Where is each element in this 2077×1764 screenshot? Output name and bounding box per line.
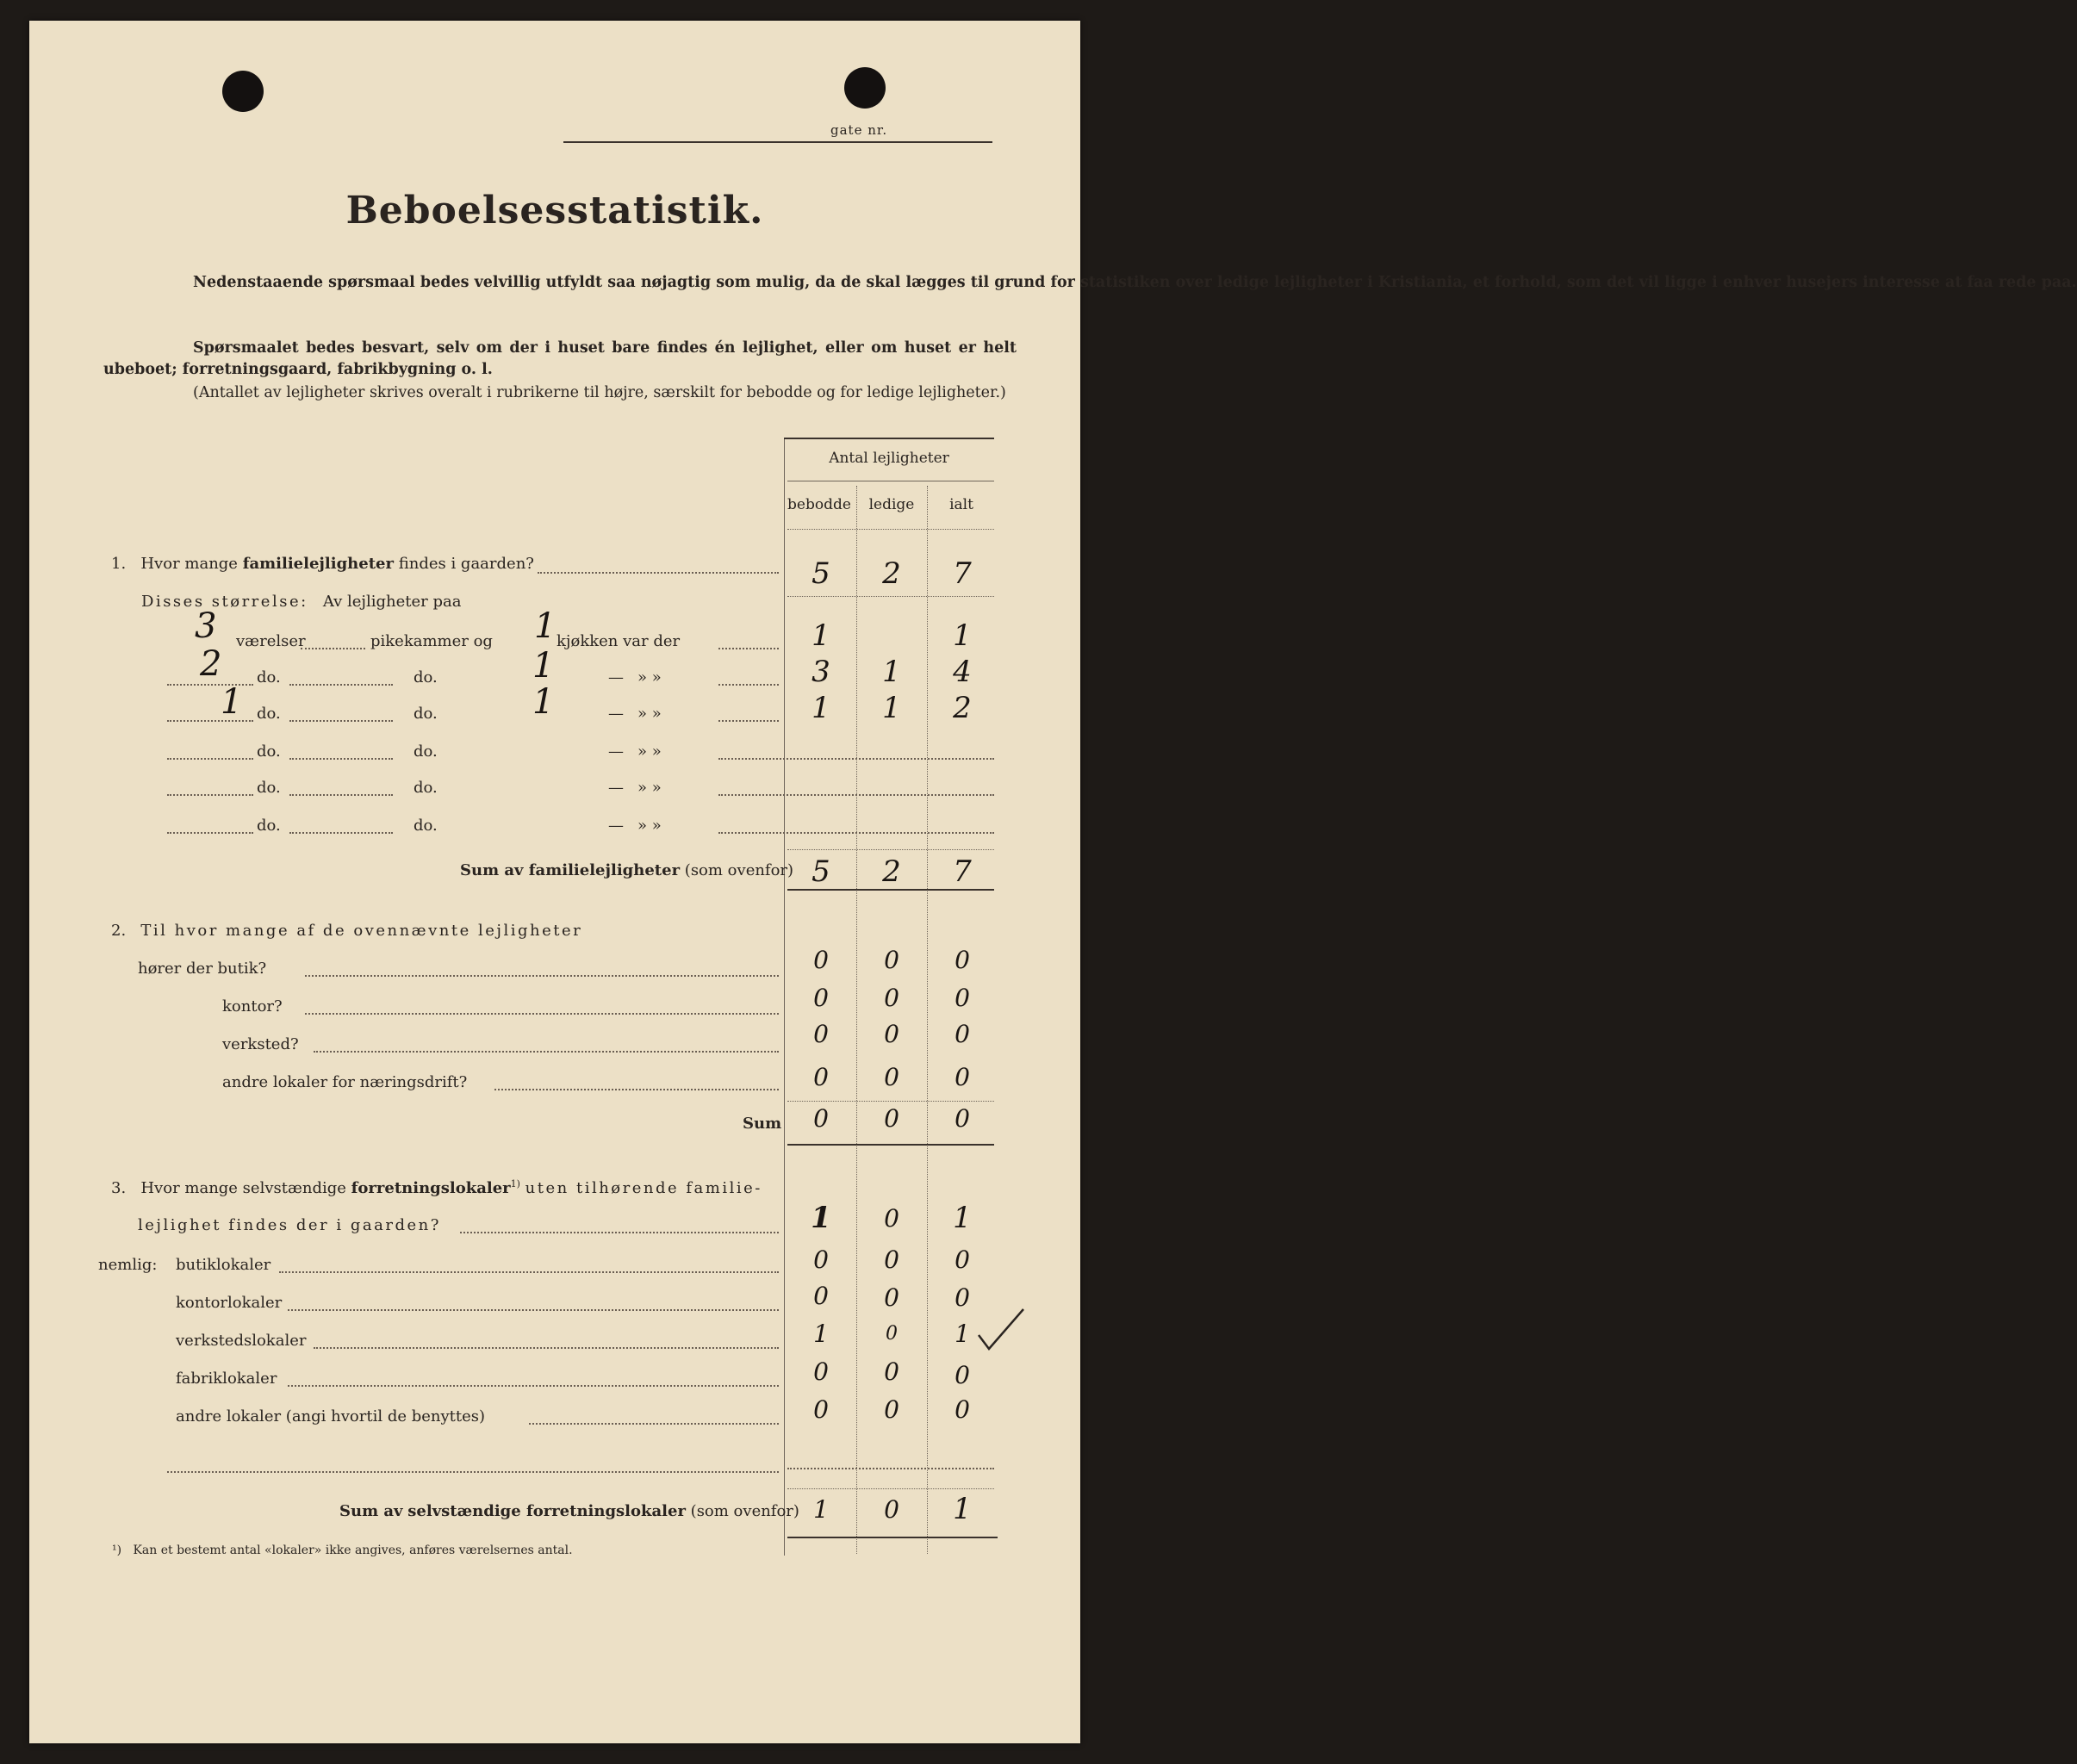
q1-leader-dots: [538, 572, 779, 574]
q1-row-4-dots-a: [289, 758, 393, 760]
punch-hole-left: [222, 71, 264, 112]
q1-row-6-dots-b: [718, 832, 994, 834]
q3-row-2-bebodde: 0: [813, 1282, 829, 1310]
q1-row-1-bebodde: 1: [812, 618, 830, 653]
q3-row-3-ledige: 0: [886, 1323, 898, 1345]
table-top-rule: [784, 438, 994, 439]
q1-question: [111, 555, 534, 573]
q1-row-2-rooms: 2: [200, 644, 222, 684]
footnote-mark: ¹): [112, 1544, 122, 1557]
q1-row-2-bebodde: 3: [812, 655, 830, 689]
q3-question: [111, 1178, 762, 1197]
q3-row-4-dots: [288, 1385, 779, 1387]
q3-row-2-ledige: 0: [884, 1283, 899, 1312]
q2-row-3-label: verksted?: [222, 1035, 299, 1053]
q1-row-1-ialt: 1: [953, 618, 972, 653]
q3-sum-label-a: Sum av: [339, 1502, 403, 1520]
q1-row-4-rooms-label: do.: [257, 742, 281, 761]
q3-row-1-ledige: 0: [884, 1245, 899, 1274]
q1-row-4-kitchen-label: —: [608, 742, 624, 761]
q3-row-3-bebodde: 1: [813, 1320, 829, 1348]
q3-sum-top-rule: [787, 1488, 994, 1489]
col-header-ialt: ialt: [949, 496, 973, 513]
q1-sum-bottom-rule: [787, 889, 994, 891]
q3-row-3-label: verkstedslokaler: [176, 1332, 307, 1350]
q1-sum-top-rule: [787, 849, 994, 850]
q1-row-3-kitchen-label: —: [608, 705, 624, 723]
q3-text-a: Hvor mange selvstændige: [140, 1179, 346, 1197]
q2-row-1-ledige: 0: [884, 946, 899, 974]
q2-row-3-bebodde: 0: [813, 1020, 829, 1048]
q3-row-5-dots: [529, 1423, 779, 1425]
q1-row-6-dots-pre: [167, 832, 253, 834]
q1-row-2-ialt: 4: [953, 655, 972, 689]
col-divider-2: [927, 486, 928, 1554]
q3-row-5-ialt: 0: [955, 1395, 970, 1424]
q1-row-2-dots-b: [718, 684, 779, 686]
q1-row-1-maid-label: pikekammer og: [370, 632, 493, 650]
q1-row-2-kitchen-label: —: [608, 668, 624, 686]
q3-row-3-dots: [314, 1347, 779, 1349]
page-title: Beboelsesstatistik.: [345, 189, 764, 233]
q1-row-4-dots-pre: [167, 758, 253, 760]
q1-row-1-kitchen-label: kjøkken var der: [557, 632, 681, 650]
q1-row-1-kitchen: 1: [534, 606, 557, 646]
q2-sum-ialt: 0: [955, 1104, 970, 1133]
intro-text-2: Spørsmaalet bedes besvart, selv om der i huset bare findes én lejlighet, eller om huset er helt ubeboet; forretningsgaard, fabrikbygning o. l.: [103, 339, 1017, 378]
q1-row-1-rooms: 3: [195, 606, 217, 646]
q1-sum-ialt: 7: [953, 854, 972, 889]
q3-value-ledige: 0: [884, 1204, 899, 1233]
q1-sum-ledige: 2: [882, 854, 901, 889]
q2-row-2-bebodde: 0: [813, 984, 829, 1012]
gate-number-line: [563, 141, 992, 143]
footnote-text: Kan et bestemt antal «lokaler» ikke angives, anføres værelsernes antal.: [133, 1544, 573, 1557]
q2-row-2-label: kontor?: [222, 997, 283, 1016]
q2-number: 2.: [111, 922, 127, 940]
q2-row-1-bebodde: 0: [813, 946, 829, 974]
q1-row-2-quotes: » »: [637, 668, 662, 686]
q1-value-rule: [787, 596, 994, 597]
q1-row-2-kitchen: 1: [532, 646, 555, 686]
q1-row-3-rooms-label: do.: [257, 705, 281, 723]
q1-size-label: Disses størrelse:: [141, 593, 308, 611]
checkmark-icon: [973, 1306, 1029, 1354]
q1-text-a: Hvor mange: [140, 555, 238, 573]
q3-row-1-dots: [279, 1271, 779, 1273]
q1-sum-label-c: (som ovenfor): [684, 861, 794, 879]
col-group-header: Antal lejligheter: [829, 450, 949, 467]
q1-size-heading: [141, 593, 461, 611]
q1-value-ialt: 7: [953, 556, 972, 591]
q1-row-3-ialt: 2: [953, 691, 972, 725]
q1-text-b: familielejligheter: [242, 555, 394, 573]
q1-row-5-rooms-label: do.: [257, 779, 281, 797]
q1-row-4-maid-label: do.: [414, 742, 438, 761]
q1-row-3-quotes: » »: [637, 705, 662, 723]
q2-row-4-bebodde: 0: [813, 1063, 829, 1091]
q1-row-3-bebodde: 1: [812, 691, 830, 725]
q1-row-2-ledige: 1: [882, 655, 901, 689]
q1-number: 1.: [111, 555, 127, 573]
q2-row-3-ledige: 0: [884, 1020, 899, 1048]
q1-row-1-dots-b: [718, 648, 779, 649]
q1-row-6-quotes: » »: [637, 817, 662, 835]
q3-sum-bottom-rule: [787, 1537, 998, 1538]
q3-row-1-bebodde: 0: [813, 1245, 829, 1274]
q1-sum-bebodde: 5: [812, 854, 830, 889]
q1-row-3-dots-pre: [167, 720, 253, 722]
q1-row-3-ledige: 1: [882, 691, 901, 725]
q2-row-1-label: hører der butik?: [138, 960, 267, 978]
q3-question-line-2: [138, 1216, 441, 1234]
q1-row-2-maid-label: do.: [414, 668, 438, 686]
q3-value-bebodde: 1: [811, 1201, 831, 1235]
q3-row-2-dots: [288, 1309, 779, 1311]
q2-row-4-ialt: 0: [955, 1063, 970, 1091]
q3-text-b: forretningslokaler: [351, 1179, 511, 1197]
q2-row-2-ledige: 0: [884, 984, 899, 1012]
q1-size-label-b: Av lejligheter paa: [322, 593, 462, 611]
q1-row-3-dots-a: [289, 720, 393, 722]
gate-number-label: gate nr.: [830, 122, 888, 138]
q1-value-ledige: 2: [882, 556, 901, 591]
q2-row-1-ialt: 0: [955, 946, 970, 974]
intro-paragraph-1: [103, 272, 2077, 294]
form-sheet: [29, 21, 2077, 1743]
intro-text-3: (Antallet av lejligheter skrives overalt i rubrikerne til højre, særskilt for bebodde og for ledige lejligheter.): [193, 384, 1006, 401]
q2-question: [111, 922, 582, 940]
q2-row-3-ialt: 0: [955, 1020, 970, 1048]
q1-row-5-dots-b: [718, 794, 994, 796]
q2-row-4-dots: [494, 1089, 779, 1090]
q1-row-2-dots-a: [289, 684, 393, 686]
q3-sum-label-b: selvstændige forretningslokaler: [407, 1502, 686, 1520]
col-header-bebodde: bebodde: [787, 496, 851, 513]
q3-row-4-ledige: 0: [884, 1357, 899, 1386]
q1-row-5-kitchen-label: —: [608, 779, 624, 797]
q1-row-1-rooms-label: værelser: [236, 632, 306, 650]
q3-sum-ialt: 1: [953, 1492, 972, 1526]
q3-row-2-label: kontorlokaler: [176, 1294, 283, 1312]
q3-row-5-label: andre lokaler (angi hvortil de benyttes): [176, 1407, 486, 1425]
punch-hole-right: [844, 67, 886, 109]
q3-row-2-ialt: 0: [955, 1283, 970, 1312]
q2-sum-top-rule: [787, 1101, 994, 1102]
q2-sum-bottom-rule: [787, 1144, 994, 1146]
col-header-ledige: ledige: [868, 496, 915, 513]
intro-paragraph-3: [103, 382, 1017, 404]
q3-sum-bebodde: 1: [813, 1495, 829, 1524]
intro-paragraph-2: [103, 338, 1017, 381]
q1-sum-label-b: Sum av familielejligheter: [460, 861, 681, 879]
q3-footnote-ref: 1): [510, 1178, 520, 1189]
q3-row-5-bebodde: 0: [813, 1395, 829, 1424]
q1-row-6-maid-label: do.: [414, 817, 438, 835]
q1-sum-label: [460, 861, 793, 879]
q3-leader-dots: [460, 1232, 779, 1233]
q3-text-c: uten tilhørende familie-: [525, 1179, 762, 1197]
q3-row-1-label: butiklokaler: [176, 1256, 271, 1274]
q2-sum-ledige: 0: [884, 1104, 899, 1133]
q1-row-4-quotes: » »: [637, 742, 662, 761]
q1-row-6-dots-a: [289, 832, 393, 834]
q2-row-3-dots: [314, 1051, 779, 1053]
q3-row-4-bebodde: 0: [813, 1357, 829, 1386]
q1-row-3-dots-b: [718, 720, 779, 722]
q1-row-6-rooms-label: do.: [257, 817, 281, 835]
q3-row-3-ialt: 1: [955, 1320, 970, 1348]
q3-value-ialt: 1: [953, 1201, 972, 1235]
col-header-bottom-rule: [787, 529, 994, 530]
q1-value-bebodde: 5: [812, 556, 830, 591]
q3-row-1-ialt: 0: [955, 1245, 970, 1274]
q3-sum-ledige: 0: [884, 1495, 899, 1524]
q1-row-3-rooms: 1: [221, 682, 243, 722]
q3-sum-label-c: (som ovenfor): [690, 1502, 799, 1520]
q1-row-6-kitchen-label: —: [608, 817, 624, 835]
q3-blank-line: [167, 1471, 779, 1473]
q3-blank-values: [787, 1468, 994, 1469]
q2-row-4-label: andre lokaler for næringsdrift?: [222, 1073, 468, 1091]
q1-row-2-rooms-label: do.: [257, 668, 281, 686]
q2-row-1-dots: [305, 975, 779, 977]
q1-row-3-kitchen: 1: [532, 682, 555, 722]
q3-text-d: lejlighet findes der i gaarden?: [138, 1216, 441, 1234]
q1-text-c: findes i gaarden?: [398, 555, 534, 573]
q2-text: Til hvor mange af de ovennævnte lejligheter: [140, 922, 583, 940]
q1-row-5-quotes: » »: [637, 779, 662, 797]
q1-row-5-maid-label: do.: [414, 779, 438, 797]
q2-row-2-ialt: 0: [955, 984, 970, 1012]
q2-sum-label: Sum: [743, 1115, 782, 1133]
q1-row-3-maid-label: do.: [414, 705, 438, 723]
q1-row-5-dots-a: [289, 794, 393, 796]
q1-row-4-dots-b: [718, 758, 994, 760]
col-divider-1: [856, 486, 857, 1554]
q3-nemlig-label: nemlig:: [98, 1256, 158, 1274]
q3-row-4-ialt: 0: [955, 1361, 970, 1389]
table-left-border: [784, 439, 785, 1556]
q2-row-2-dots: [305, 1013, 779, 1015]
q1-row-5-dots-pre: [167, 794, 253, 796]
q1-row-1-dots-a: [301, 648, 365, 649]
q3-row-5-ledige: 0: [884, 1395, 899, 1424]
q3-row-4-label: fabriklokaler: [176, 1370, 277, 1388]
q3-sum-label: [339, 1502, 799, 1520]
q2-sum-bebodde: 0: [813, 1104, 829, 1133]
q3-number: 3.: [111, 1179, 127, 1197]
footnote: [112, 1544, 573, 1557]
intro-text-1: Nedenstaaende spørsmaal bedes velvillig utfyldt saa nøjagtig som mulig, da de skal lægges til grund for statistiken over ledige lejligheter i Kristiania, et forhold, som det vil ligge i enhver husejers interesse at faa rede paa.: [193, 274, 2077, 291]
q2-row-4-ledige: 0: [884, 1063, 899, 1091]
